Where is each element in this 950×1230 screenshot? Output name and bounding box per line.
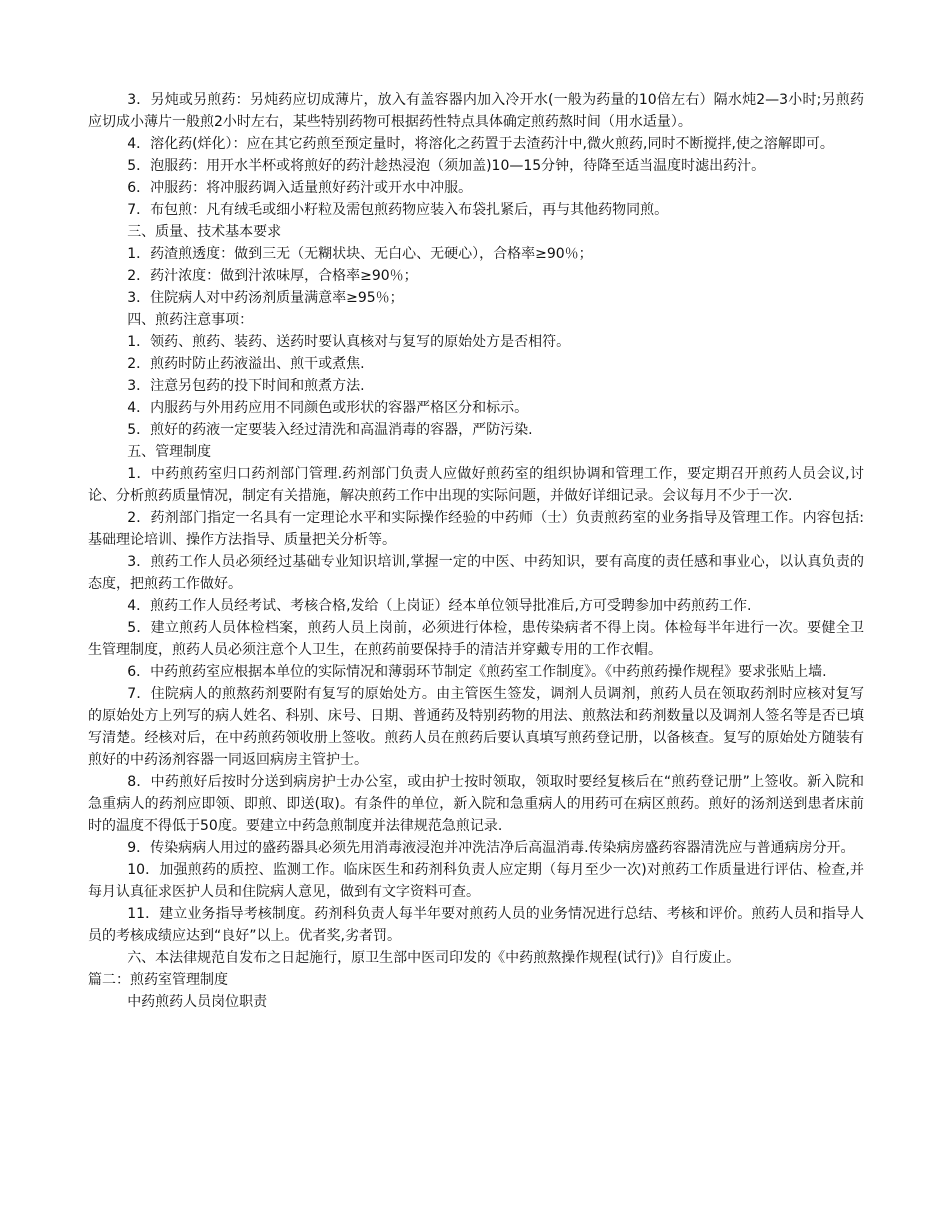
paragraph: 8．中药煎好后按时分送到病房护士办公室，或由护士按时领取，领取时要经复核后在“煎药登记册”上签收。新入院和急重病人的药剂应即领、即煎、即送(取)。有条件的单位，新入院和急重病人的用药可在病区煎药。煎好的汤剂送到患者床前时的温度不得低于50度。要建立中药急煎制度并法律规范急煎记录.: [88, 774, 864, 834]
paragraph: 3．注意另包药的投下时间和煎煮方法.: [127, 378, 365, 394]
paragraph: 1．领药、煎药、装药、送药时要认真核对与复写的原始处方是否相符。: [127, 334, 571, 350]
section-heading: 三、质量、技术基本要求: [127, 224, 282, 240]
paragraph: 9．传染病病人用过的盛药器具必须先用消毒液浸泡并冲洗洁净后高温消毒.传染病房盛药容器清洗应与普通病房分开。: [127, 840, 855, 856]
paragraph: 2．药汁浓度：做到汁浓味厚，合格率≥90％；: [127, 268, 418, 284]
paragraph: 5．泡服药：用开水半杯或将煎好的药汁趁热浸泡（须加盖)10—15分钟，待降至适当温度时滤出药汁。: [127, 158, 766, 174]
paragraph: 6．中药煎药室应根据本单位的实际情况和薄弱环节制定《煎药室工作制度》。《中药煎药操作规程》要求张贴上墙.: [127, 664, 827, 680]
paragraph: 4．内服药与外用药应用不同颜色或形状的容器严格区分和标示。: [127, 400, 529, 416]
paragraph: 5．建立煎药人员体检档案，煎药人员上岗前，必须进行体检，患传染病者不得上岗。体检每半年进行一次。要健全卫生管理制度，煎药人员必须注意个人卫生，在煎药前要保持手的清洁并穿戴专用的工作衣帽。: [88, 620, 864, 658]
paragraph: 4．溶化药(烊化）：应在其它药煎至预定量时，将溶化之药置于去渣药汁中,微火煎药,同时不断搅拌,使之溶解即可。: [127, 136, 834, 152]
paragraph: 3．另炖或另煎药：另炖药应切成薄片，放入有盖容器内加入冷开水(一般为药量的10倍左右）隔水炖2—3小时;另煎药应切成小薄片一般煎2小时左右，某些特别药物可根据药性特点具体确定煎药熬时间（用水适量）。: [88, 92, 864, 130]
paragraph: 4．煎药工作人员经考试、考核合格,发给（上岗证）经本单位领导批准后,方可受聘参加中药煎药工作.: [127, 598, 752, 614]
section-heading: 四、煎药注意事项：: [127, 312, 254, 328]
paragraph: 7．住院病人的煎熬药剂要附有复写的原始处方。由主管医生签发，调剂人员调剂，煎药人员在领取药剂时应核对复写的原始处方上列写的病人姓名、科别、床号、日期、普通药及特别药物的用法、煎熬法和药剂数量以及调剂人签名等是否已填写清楚。经核对后，在中药煎药领收册上签收。煎药人员在煎药后要认真填写煎药登记册，以备核查。复写的原始处方随装有煎好的中药汤剂容器一同返回病房主管护士。: [88, 686, 864, 768]
subheading: 中药煎药人员岗位职责: [127, 994, 268, 1010]
document-body: [88, 89, 864, 1013]
paragraph: 11．建立业务指导考核制度。药剂科负责人每半年要对煎药人员的业务情况进行总结、考核和评价。煎药人员和指导人员的考核成绩应达到“良好”以上。优者奖,劣者罚。: [88, 906, 864, 944]
paragraph: 1．药渣煎透度：做到三无（无糊状块、无白心、无硬心），合格率≥90％；: [127, 246, 593, 262]
paragraph: 3．煎药工作人员必须经过基础专业知识培训,掌握一定的中医、中药知识，要有高度的责任感和事业心，以认真负责的态度，把煎药工作做好。: [88, 554, 864, 592]
paragraph: 2．药剂部门指定一名具有一定理论水平和实际操作经验的中药师（士）负责煎药室的业务指导及管理工作。内容包括:基础理论培训、操作方法指导、质量把关分析等。: [88, 510, 864, 548]
paragraph: 六、本法律规范自发布之日起施行，原卫生部中医司印发的《中药煎熬操作规程(试行)》自行废止。: [127, 950, 741, 966]
part-heading: 篇二：煎药室管理制度: [88, 972, 228, 988]
section-heading: 五、管理制度: [127, 444, 212, 460]
paragraph: 10．加强煎药的质控、监测工作。临床医生和药剂科负责人应定期（每月至少一次)对煎药工作质量进行评估、检查,并每月认真征求医护人员和住院病人意见，做到有文字资料可查。: [88, 862, 864, 900]
paragraph: 1．中药煎药室归口药剂部门管理.药剂部门负责人应做好煎药室的组织协调和管理工作，要定期召开煎药人员会议,讨论、分析煎药质量情况，制定有关措施，解决煎药工作中出现的实际问题，并做好详细记录。会议每月不少于一次.: [88, 466, 864, 504]
paragraph: 2．煎药时防止药液溢出、煎干或煮焦.: [127, 356, 365, 372]
paragraph: 7．布包煎：凡有绒毛或细小籽粒及需包煎药物应装入布袋扎紧后，再与其他药物同煎。: [127, 202, 669, 218]
paragraph: 5．煎好的药液一定要装入经过清洗和高温消毒的容器，严防污染.: [127, 422, 533, 438]
paragraph: 3．住院病人对中药汤剂质量满意率≥95％；: [127, 290, 404, 306]
paragraph: 6．冲服药：将冲服药调入适量煎好药汁或开水中冲服。: [127, 180, 473, 196]
